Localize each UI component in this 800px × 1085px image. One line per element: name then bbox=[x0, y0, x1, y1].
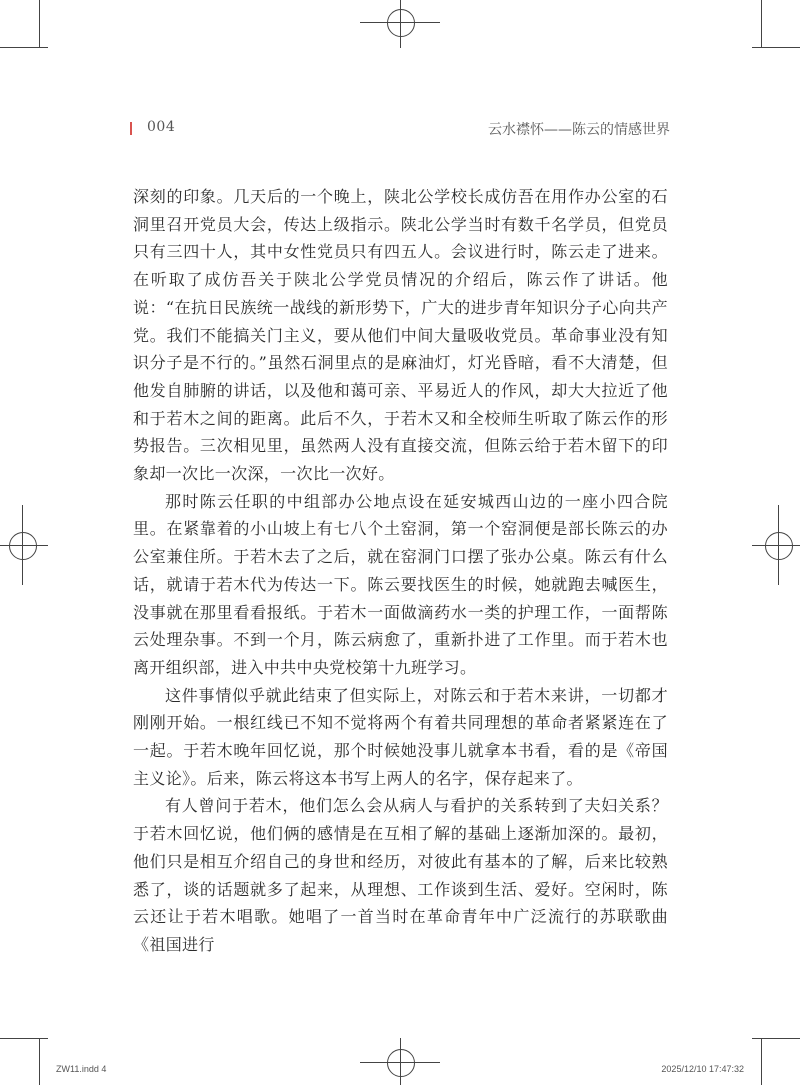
paragraph: 那时陈云任职的中组部办公地点设在延安城西山边的一座小四合院里。在紧靠着的小山坡上有七八个土窑洞，第一个窑洞便是部长陈云的办公室兼住所。于若木去了之后，就在窑洞门口摆了张办公桌。陈云有什么话，就请于若木代为传达一下。陈云要找医生的时候，她就跑去喊医生，没事就在那里看看报纸。于若木一面做滴药水一类的护理工作，一面帮陈云处理杂事。不到一个月，陈云病愈了，重新扑进了工作里。而于若木也离开组织部，进入中共中央党校第十九班学习。 bbox=[133, 491, 668, 677]
registration-mark bbox=[765, 532, 793, 560]
crop-mark bbox=[0, 1038, 48, 1039]
paragraph: 有人曾问于若木，他们怎么会从病人与看护的关系转到了夫妇关系？于若木回忆说，他们俩的感情是在互相了解的基础上逐渐加深的。最初，他们只是相互介绍自己的身世和经历，对彼此有基本的了解，后来比较熟悉了，谈的话题就多了起来，从理想、工作谈到生活、爱好。空闲时，陈云还让于若木唱歌。她唱了一首当时在革命青年中广泛流行的苏联歌曲《祖国进行 bbox=[133, 796, 668, 954]
running-title: 云水襟怀——陈云的情感世界 bbox=[488, 122, 670, 138]
header-accent-bar bbox=[130, 122, 132, 135]
page-number: 004 bbox=[147, 119, 176, 135]
crop-mark bbox=[761, 0, 762, 48]
crop-mark bbox=[752, 1038, 800, 1039]
crop-mark bbox=[0, 47, 48, 48]
body-text bbox=[133, 183, 668, 959]
crop-mark bbox=[39, 0, 40, 48]
slug-timestamp: 2025/12/10 17:47:32 bbox=[661, 1064, 744, 1074]
crop-mark bbox=[752, 47, 800, 48]
crop-mark bbox=[39, 1038, 40, 1085]
paragraph: 这件事情似乎就此结束了但实际上，对陈云和于若木来讲，一切都才刚刚开始。一根红线已不知不觉将两个有着共同理想的革命者紧紧连在了一起。于若木晚年回忆说，那个时候她没事儿就拿本书看，看的是《帝国主义论》。后来，陈云将这本书写上两人的名字，保存起来了。 bbox=[133, 685, 668, 788]
slug-file-name: ZW11.indd 4 bbox=[56, 1064, 107, 1074]
registration-mark bbox=[387, 1049, 415, 1077]
crop-mark bbox=[761, 1038, 762, 1085]
paragraph: 深刻的印象。几天后的一个晚上，陕北公学校长成仿吾在用作办公室的石洞里召开党员大会，传达上级指示。陕北公学当时有数千名学员，但党员只有三四十人，其中女性党员只有四五人。会议进行时，陈云走了进来。在听取了成仿吾关于陕北公学党员情况的介绍后，陈云作了讲话。他说：“在抗日民族统一战线的新形势下，广大的进步青年知识分子心向共产党。我们不能搞关门主义，要从他们中间大量吸收党员。革命事业没有知识分子是不行的。”虽然石洞里点的是麻油灯，灯光昏暗，看不大清楚，但他发自肺腑的讲话，以及他和蔼可亲、平易近人的作风，却大大拉近了他和于若木之间的距离。此后不久，于若木又和全校师生听取了陈云作的形势报告。三次相见里，虽然两人没有直接交流，但陈云给于若木留下的印象却一次比一次深，一次比一次好。 bbox=[133, 187, 668, 484]
registration-mark bbox=[387, 9, 415, 37]
registration-mark bbox=[9, 532, 37, 560]
